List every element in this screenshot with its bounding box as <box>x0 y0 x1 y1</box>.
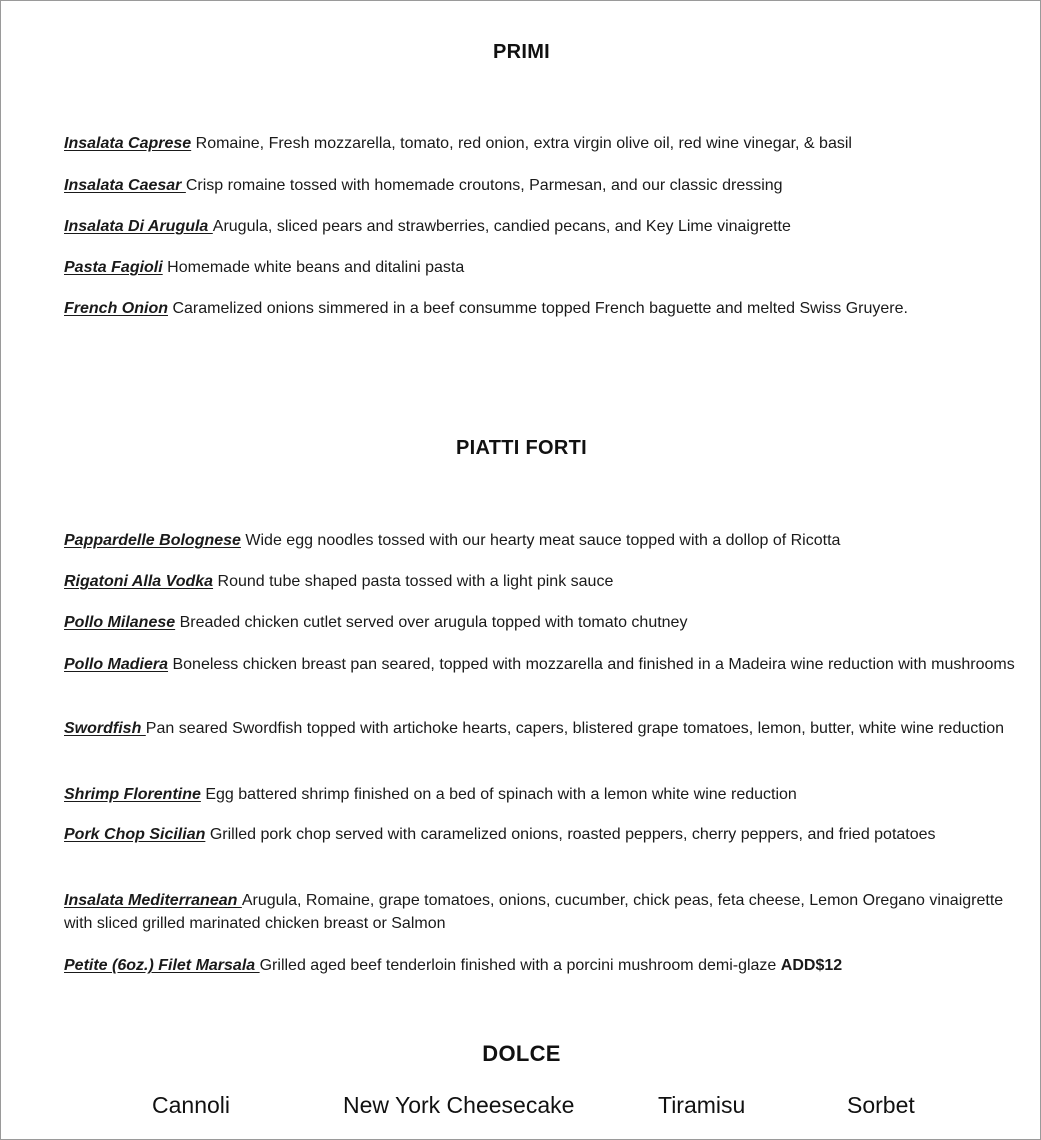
dolce-list <box>1 1090 1041 1120</box>
item-description: Grilled aged beef tenderloin finished with a porcini mushroom demi-glaze <box>259 957 777 974</box>
item-name: Pasta Fagioli <box>64 259 163 276</box>
item-name: Insalata Caesar <box>64 177 186 194</box>
item-name: Pollo Madiera <box>64 656 169 673</box>
menu-item <box>64 783 1019 806</box>
item-name: Insalata Di Arugula <box>64 218 213 235</box>
menu-item <box>64 174 1019 197</box>
item-name: Pollo Milanese <box>64 614 176 631</box>
section-title-dolce: DOLCE <box>482 1041 561 1066</box>
menu-item <box>64 570 1019 593</box>
item-description: Arugula, sliced pears and strawberries, candied pecans, and Key Lime vinaigrette <box>212 218 791 235</box>
item-name: Pork Chop Sicilian <box>64 826 206 843</box>
item-name: Pappardelle Bolognese <box>64 532 241 549</box>
section-title-primi: PRIMI <box>492 41 551 63</box>
menu-item <box>64 297 1019 320</box>
menu-item <box>64 717 1019 740</box>
item-name: Rigatoni Alla Vodka <box>64 573 214 590</box>
item-description: Homemade white beans and ditalini pasta <box>167 259 465 276</box>
item-description: Egg battered shrimp finished on a bed of spinach with a lemon white wine reduction <box>205 786 797 803</box>
item-name: Swordfish <box>64 720 146 737</box>
menu-item <box>64 653 1019 676</box>
item-description: Arugula, Romaine, grape tomatoes, onions, cucumber, chick peas, feta cheese, Lemon Oregano vinaigrette with sliced grilled marinated chicken breast or Salmon <box>64 892 1004 932</box>
item-description: Breaded chicken cutlet served over arugula topped with tomato chutney <box>179 614 688 631</box>
menu-item <box>64 954 1019 977</box>
item-description: Caramelized onions simmered in a beef consumme topped French baguette and melted Swiss Gruyere. <box>172 300 908 317</box>
menu-item <box>64 529 1019 552</box>
item-name: Insalata Caprese <box>64 135 192 152</box>
menu-item <box>64 823 1019 846</box>
item-price: ADD$12 <box>780 957 843 974</box>
item-name: Petite (6oz.) Filet Marsala <box>64 957 260 974</box>
dolce-item: Sorbet <box>847 1092 915 1118</box>
item-description: Round tube shaped pasta tossed with a light pink sauce <box>217 573 614 590</box>
item-description: Grilled pork chop served with caramelized onions, roasted peppers, cherry peppers, and fried potatoes <box>209 826 936 843</box>
item-description: Boneless chicken breast pan seared, topped with mozzarella and finished in a Madeira wine reduction with mushrooms <box>172 656 1015 673</box>
menu-item <box>64 132 1019 155</box>
menu-item <box>64 215 1019 238</box>
item-name: French Onion <box>64 300 168 317</box>
menu-item <box>64 256 1019 279</box>
menu-item <box>64 889 1019 935</box>
item-description: Romaine, Fresh mozzarella, tomato, red onion, extra virgin olive oil, red wine vinegar, & basil <box>195 135 852 152</box>
item-description: Pan seared Swordfish topped with artichoke hearts, capers, blistered grape tomatoes, lemon, butter, white wine reduction <box>145 720 1005 737</box>
dolce-item: Tiramisu <box>658 1092 746 1118</box>
item-description: Wide egg noodles tossed with our hearty meat sauce topped with a dollop of Ricotta <box>245 532 841 549</box>
item-description: Crisp romaine tossed with homemade croutons, Parmesan, and our classic dressing <box>185 177 783 194</box>
dolce-item: Cannoli <box>152 1092 230 1118</box>
menu-item <box>64 611 1019 634</box>
section-title-piatti-forti: PIATTI FORTI <box>456 437 587 459</box>
item-name: Insalata Mediterranean <box>64 892 242 909</box>
dolce-item: New York Cheesecake <box>343 1092 575 1118</box>
item-name: Shrimp Florentine <box>64 786 201 803</box>
